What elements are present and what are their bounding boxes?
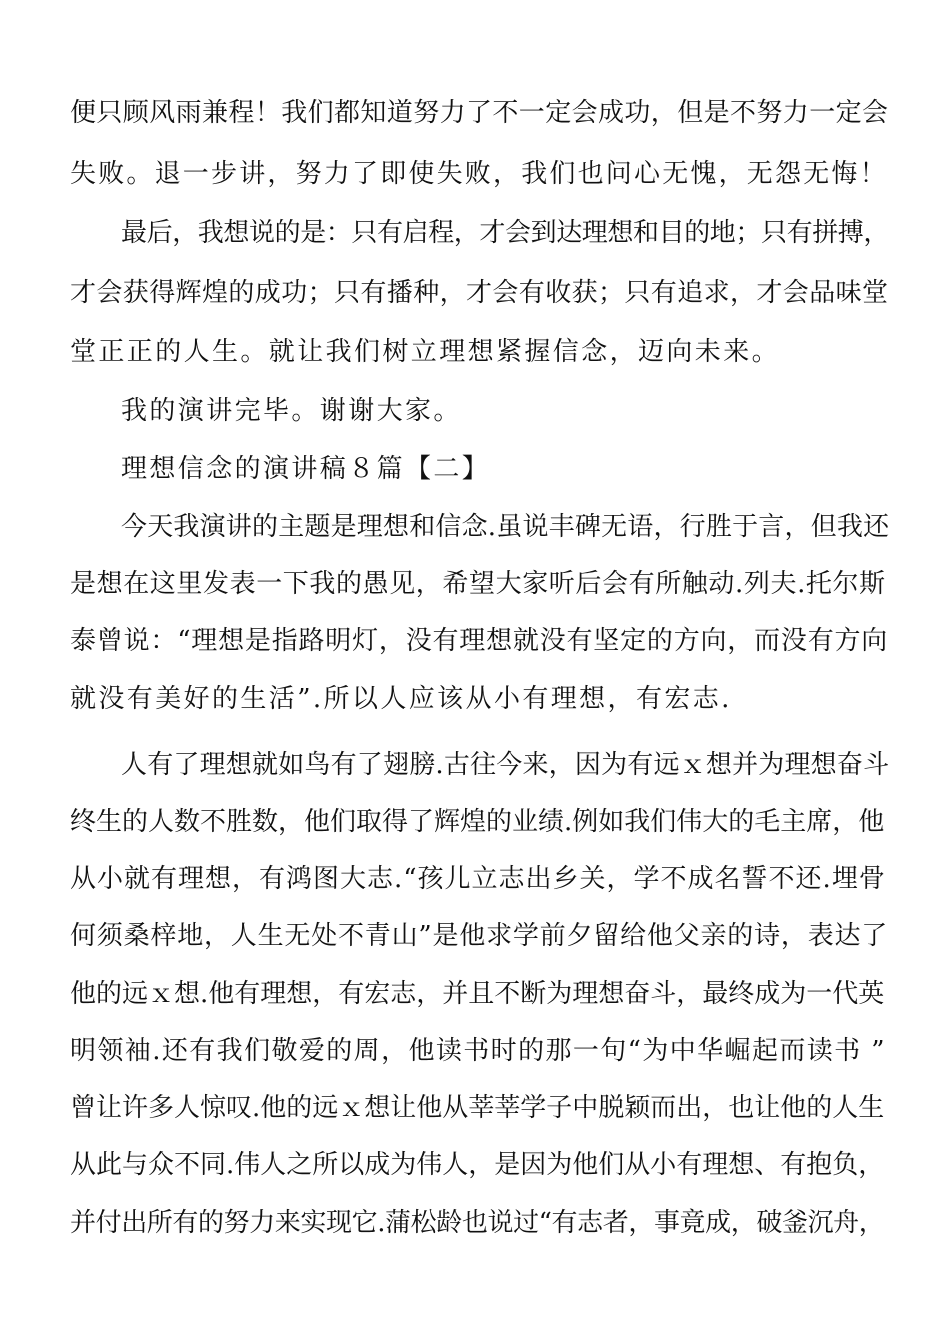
text-line: 从此与众不同.伟人之所以成为伟人，是因为他们从小有理想、有抱负， [70,1150,885,1180]
text-line: 我的演讲完毕。谢谢大家。 [121,396,462,426]
text-line: 并付出所有的努力来实现它.蒲松龄也说过“有志者，事竟成，破釜沉舟， [70,1208,885,1238]
text-line: 何须桑梓地，人生无处不青山”是他求学前夕留给他父亲的诗，表达了 [70,921,889,951]
text-line: 明领袖.还有我们敬爱的周，他读书时的那一句“为中华崛起而读书 ” [70,1036,886,1066]
text-line: 他的远ｘ想.他有理想，有宏志，并且不断为理想奋斗，最终成为一代英 [70,979,885,1009]
text-line: 曾让许多人惊叹.他的远ｘ想让他从莘莘学子中脱颖而出，也让他的人生 [70,1093,885,1123]
text-line: 最后，我想说的是：只有启程，才会到达理想和目的地；只有拼搏， [121,218,890,248]
text-line: 终生的人数不胜数，他们取得了辉煌的业绩.例如我们伟大的毛主席，他 [70,807,885,837]
text-line: 失败。退一步讲，努力了即使失败，我们也问心无愧，无怨无悔！ [70,159,888,189]
section-heading: 理想信念的演讲稿８篇【二】 [121,454,491,484]
text-line: 泰曾说：“理想是指路明灯，没有理想就没有坚定的方向，而没有方向 [70,626,889,656]
text-line: 今天我演讲的主题是理想和信念.虽说丰碑无语，行胜于言，但我还 [121,512,890,542]
text-line: 才会获得辉煌的成功；只有播种，才会有收获；只有追求，才会品味堂 [70,278,889,308]
text-line: 是想在这里发表一下我的愚见，希望大家听后会有所触动.列夫.托尔斯 [70,569,886,599]
text-line: 从小就有理想，有鸿图大志.“孩儿立志出乡关，学不成名誓不还.埋骨 [70,864,886,894]
text-line [70,1260,890,1300]
text-line: 便只顾风雨兼程！我们都知道努力了不一定会成功，但是不努力一定会 [70,98,889,128]
text-line: 人有了理想就如鸟有了翅膀.古往今来，因为有远ｘ想并为理想奋斗 [121,750,890,780]
text-line: 就没有美好的生活”.所以人应该从小有理想，有宏志. [70,684,732,714]
text-line: 堂正正的人生。就让我们树立理想紧握信念，迈向未来。 [70,337,781,367]
